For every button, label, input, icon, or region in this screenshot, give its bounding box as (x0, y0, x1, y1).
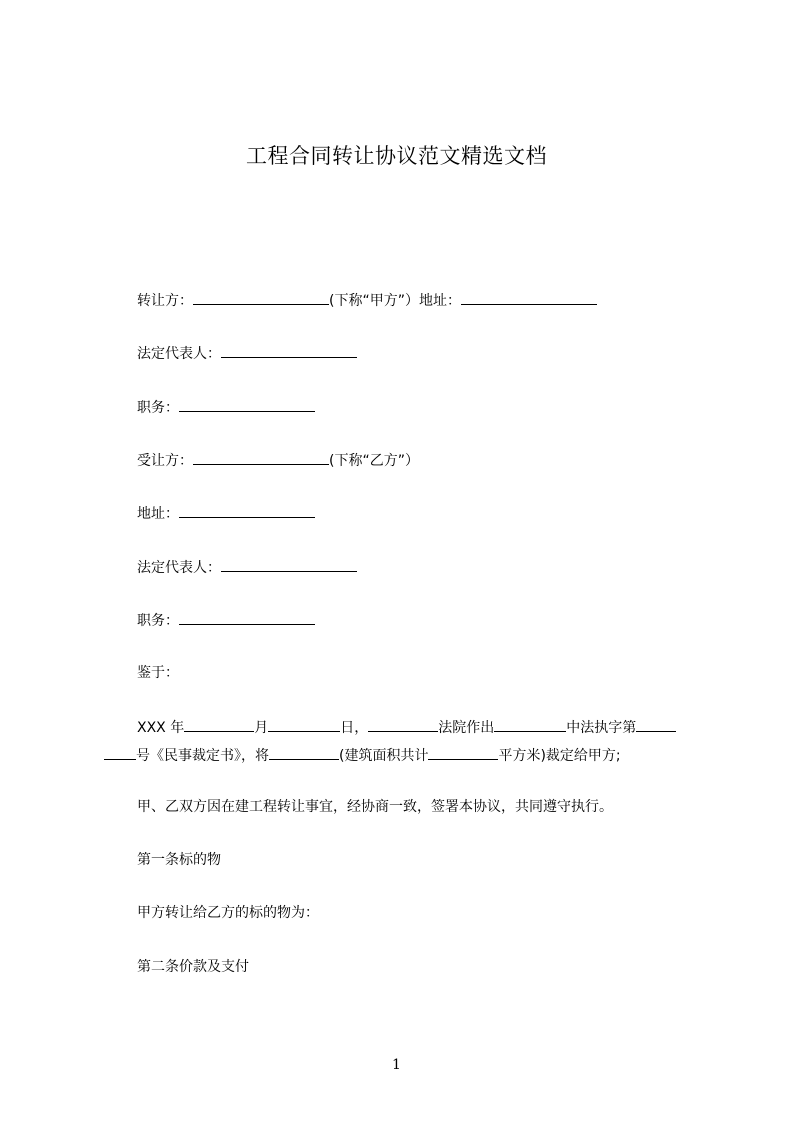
transferor-position-line (137, 397, 315, 418)
area-blank (428, 745, 498, 760)
whereas-line (137, 663, 179, 683)
legal-rep-label-2: 法定代表人： (137, 560, 221, 576)
address-label: 地址： (137, 506, 179, 522)
address-blank (179, 503, 315, 518)
transferee-position-line (137, 610, 315, 631)
judgment-day-text: 日， (340, 720, 369, 736)
transferee-rep-line (137, 557, 357, 578)
legal-rep-blank (221, 343, 357, 358)
year-blank (184, 717, 254, 732)
article1-title-line (137, 850, 221, 870)
judgment-end-text: 平方米)裁定给甲方; (498, 748, 621, 764)
transferor-label: 转让方： (137, 293, 193, 309)
page-number: 1 (392, 1057, 401, 1073)
legal-rep-label: 法定代表人： (137, 346, 221, 362)
position-label: 职务： (137, 400, 179, 416)
judgment-ruling-text: 号《民事裁定书》，将 (136, 748, 269, 764)
transferor-line (137, 290, 597, 311)
position-blank (179, 397, 315, 412)
transferor-rep-line (137, 343, 357, 364)
article1-body: 甲方转让给乙方的标的物为： (137, 905, 319, 921)
transferee-address-line (137, 503, 315, 524)
court-code-blank (494, 717, 566, 732)
transferee-line (137, 450, 419, 471)
judgment-area-text: (建筑面积共计 (339, 748, 429, 764)
whereas-label: 鉴于： (137, 665, 179, 681)
article2-title-line (137, 957, 249, 977)
transferee-label: 受让方： (137, 453, 193, 469)
article1-body-line (137, 903, 319, 923)
month-blank (268, 717, 340, 732)
judgment-month-text: 月 (254, 720, 269, 736)
article1-title: 第一条标的物 (137, 852, 221, 868)
judgment-line-1 (137, 717, 676, 738)
transferee-blank (193, 450, 329, 465)
position-label-2: 职务： (137, 613, 179, 629)
transferor-address-blank (461, 290, 597, 305)
legal-rep-blank-2 (221, 557, 357, 572)
court-blank (368, 717, 438, 732)
judgment-court-text: 法院作出 (438, 720, 495, 736)
case-number-blank (636, 717, 676, 732)
judgment-year-text: XXX 年 (137, 720, 185, 736)
position-blank-2 (179, 610, 315, 625)
judgment-line-2 (104, 745, 714, 766)
transferor-blank (193, 290, 329, 305)
judgment-case-text: 中法执字第 (566, 720, 637, 736)
agreement-line (137, 797, 613, 817)
transferee-alias-label: (下称“乙方”） (329, 453, 419, 469)
agreement-text: 甲、乙双方因在建工程转让事宜，经协商一致，签署本协议，共同遵守执行。 (137, 799, 613, 815)
property-blank (269, 745, 339, 760)
document-title: 工程合同转让协议范文精选文档 (246, 144, 547, 168)
transferor-alias-address-label: (下称“甲方”）地址： (329, 293, 461, 309)
case-number-blank-cont (104, 745, 136, 760)
article2-title: 第二条价款及支付 (137, 959, 249, 975)
